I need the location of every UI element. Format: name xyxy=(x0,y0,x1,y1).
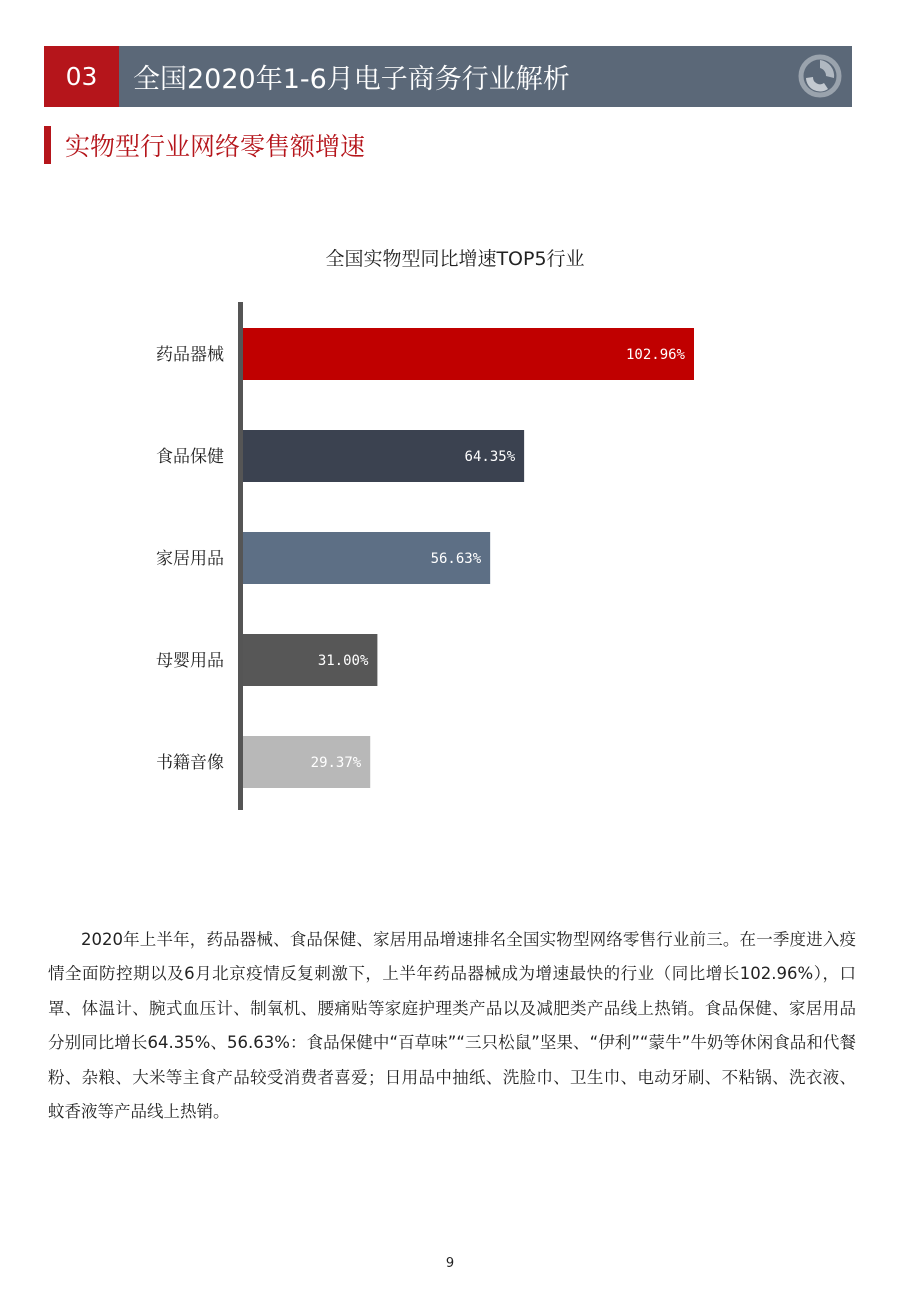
value-label: 29.37% xyxy=(310,755,362,771)
category-label: 母婴用品 xyxy=(156,651,224,671)
section-number: 03 xyxy=(44,46,119,107)
header-bar xyxy=(44,46,852,107)
chart-title: 全国实物型同比增速TOP5行业 xyxy=(325,248,585,270)
page-number: 9 xyxy=(445,1256,455,1271)
value-label: 31.00% xyxy=(317,653,369,669)
bar-chart xyxy=(0,290,900,830)
value-label: 102.96% xyxy=(625,347,685,363)
section-title: 实物型行业网络零售额增速 xyxy=(65,132,366,161)
value-label: 64.35% xyxy=(464,449,516,465)
section-heading xyxy=(44,126,365,164)
section-marker xyxy=(44,126,51,164)
category-label: 食品保健 xyxy=(156,447,224,467)
category-label: 书籍音像 xyxy=(156,753,224,773)
category-label: 药品器械 xyxy=(156,345,224,365)
category-label: 家居用品 xyxy=(156,549,224,569)
company-logo-icon xyxy=(798,54,842,98)
value-label: 56.63% xyxy=(430,551,482,567)
header-title: 全国2020年1-6月电子商务行业解析 xyxy=(133,64,570,95)
body-paragraph: 2020年上半年，药品器械、食品保健、家居用品增速排名全国实物型网络零售行业前三。在一季度进入疫情全面防控期以及6月北京疫情反复刺激下，上半年药品器械成为增速最快的行业（同比增长102.96%），口罩、体温计、腕式血压计、制氧机、腰痛贴等家庭护理类产品以及减肥类产品线上热销。食品保健、家居用品分别同比增长64.35%、56.63%：食品保健中“百草味”“三只松鼠”坚果、“伊利”“蒙牛”牛奶等休闲食品和代餐粉、杂粮、大米等主食产品较受消费者喜爱；日用品中抽纸、洗脸巾、卫生巾、电动牙刷、不粘锅、洗衣液、蚊香液等产品线上热销。 xyxy=(48,929,856,1121)
